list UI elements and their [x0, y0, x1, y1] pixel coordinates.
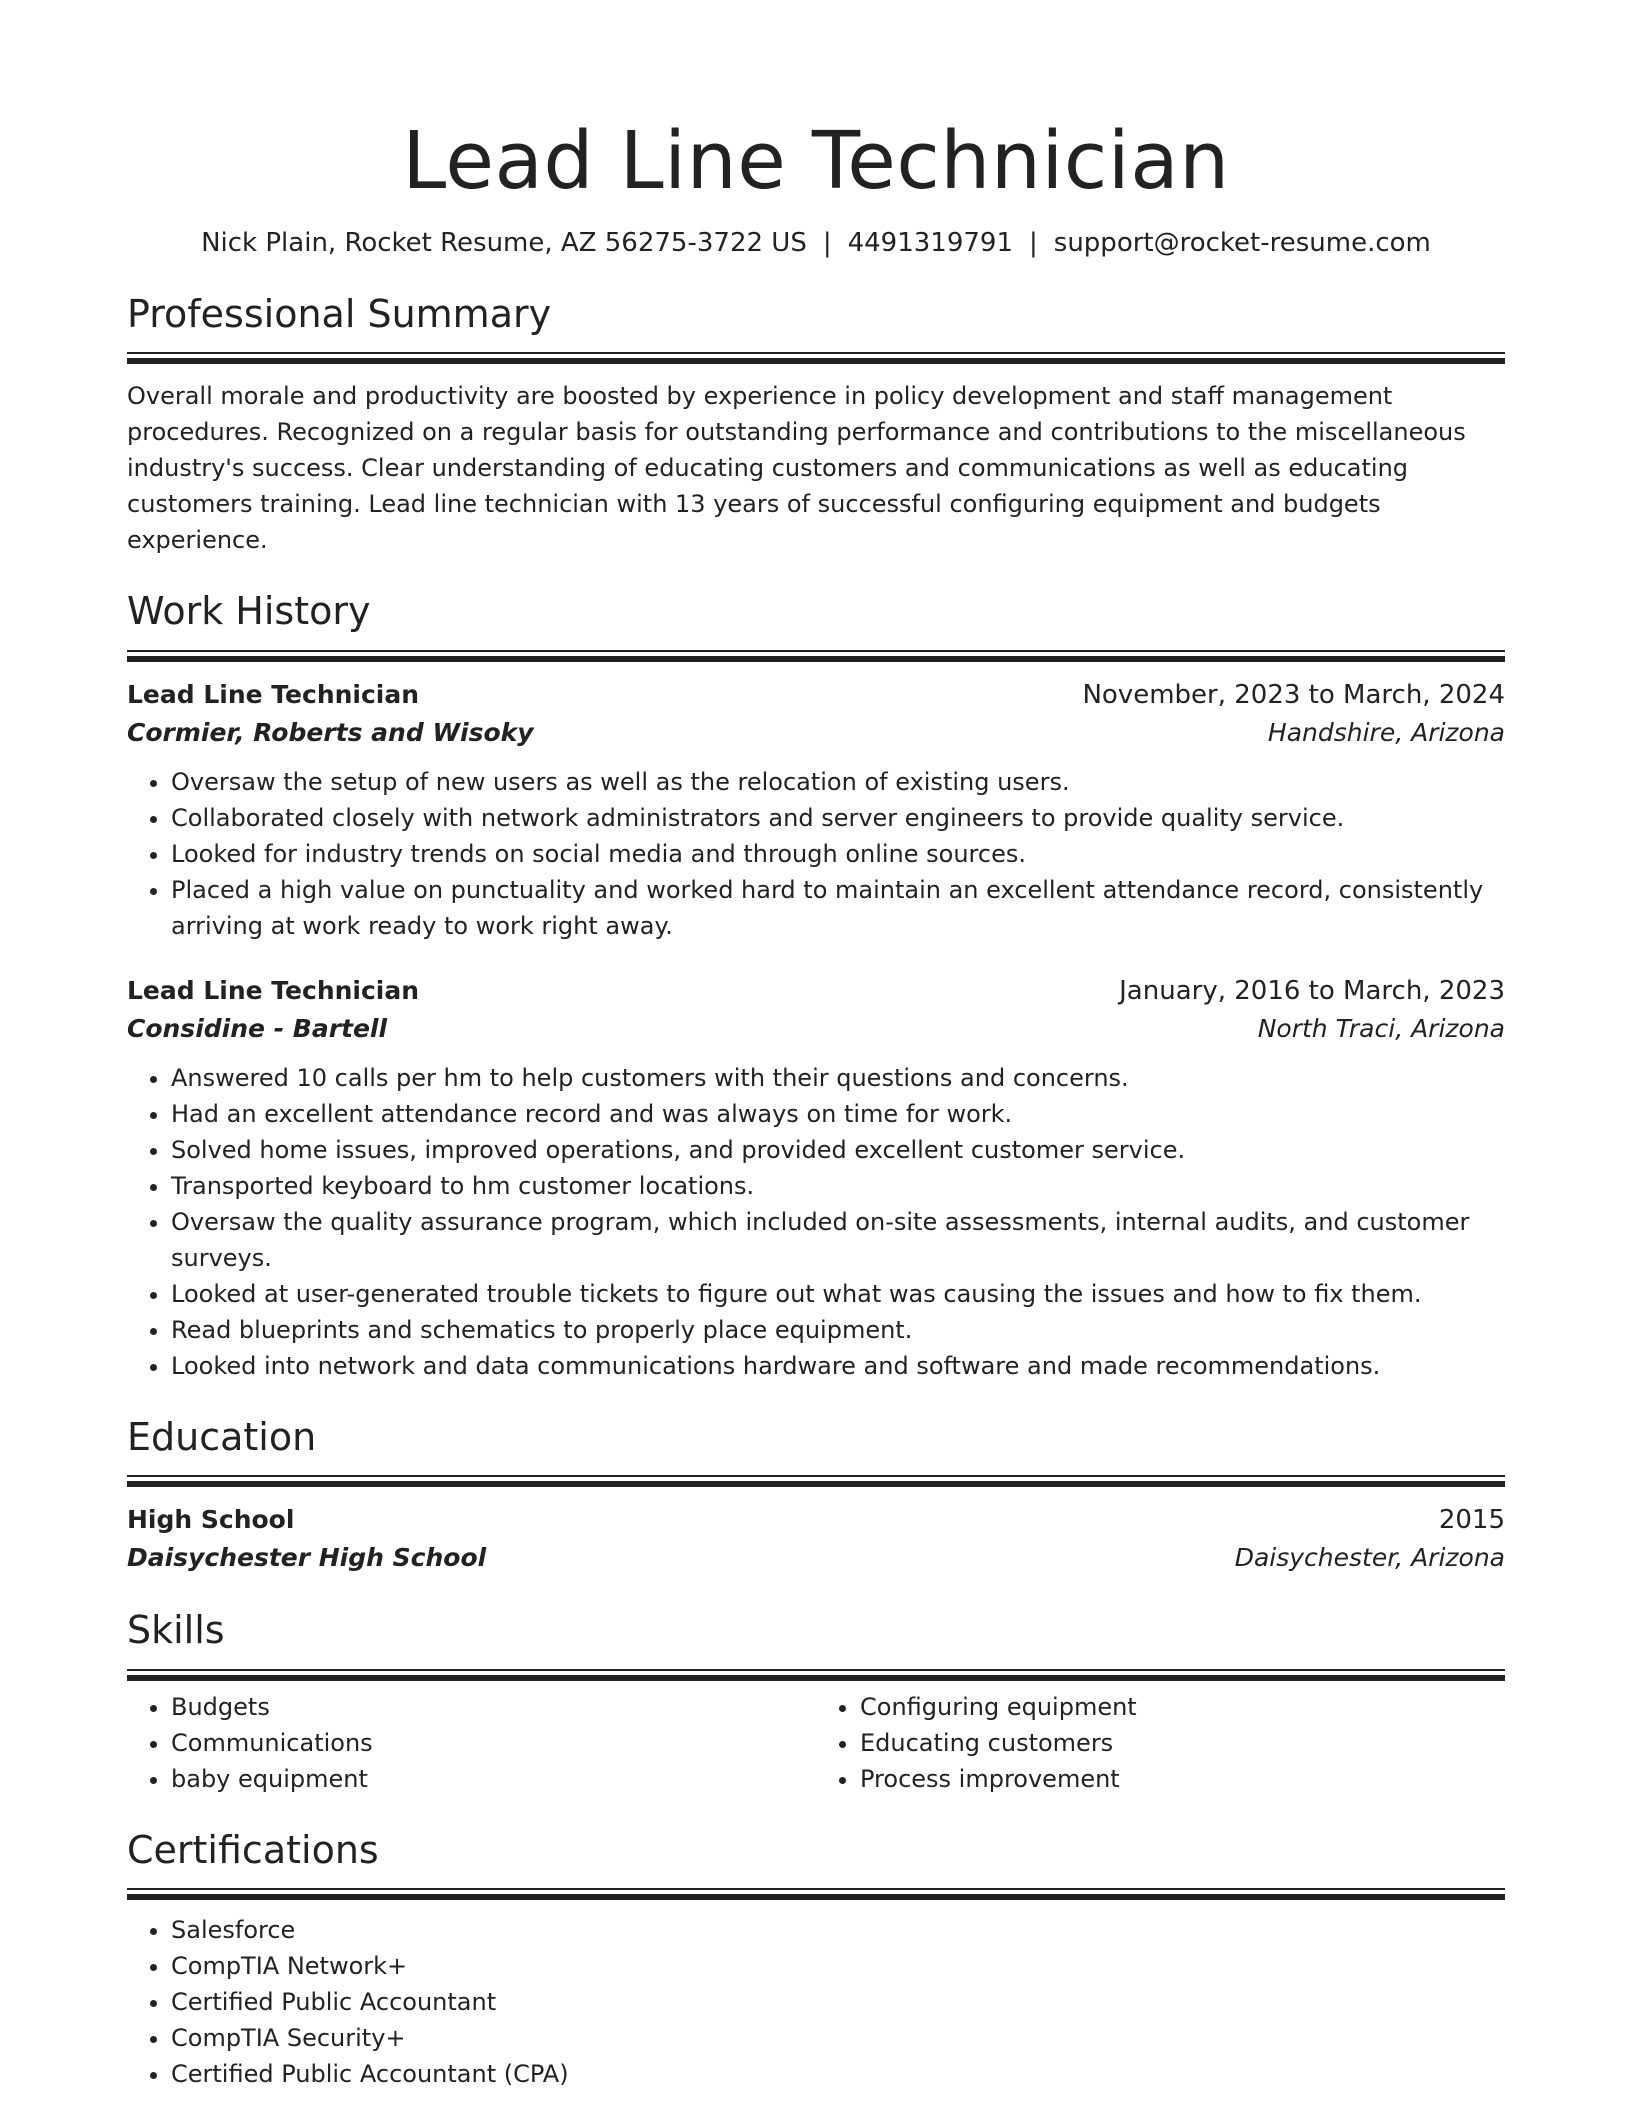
- list-item: • baby equipment: [171, 1761, 816, 1797]
- job-company: Considine - Bartell: [127, 1013, 388, 1043]
- job-company: Cormier, Roberts and Wisoky: [127, 717, 534, 747]
- contact-separator: |: [822, 227, 832, 258]
- contact-address: Nick Plain, Rocket Resume, AZ 56275-3722 US: [201, 227, 807, 258]
- section-divider: [127, 1888, 1505, 1900]
- section-heading: Education: [127, 1414, 317, 1459]
- list-item: • Certified Public Accountant (CPA): [171, 2056, 1505, 2092]
- list-item: • Certified Public Accountant: [171, 1984, 1505, 2020]
- list-item: • Collaborated closely with network administrators and server engineers to provide quality service.: [171, 800, 1505, 836]
- list-item: • CompTIA Security+: [171, 2020, 1505, 2056]
- section-heading: Certifications: [127, 1827, 379, 1872]
- list-item: • Had an excellent attendance record and was always on time for work.: [171, 1096, 1505, 1132]
- work-history-section: [127, 588, 1505, 1384]
- education-school: Daisychester High School: [127, 1543, 487, 1573]
- certifications-list: [127, 1912, 1505, 2092]
- list-item: • Looked at user-generated trouble tickets to figure out what was causing the issues and how to fix them.: [171, 1276, 1505, 1312]
- list-item: • Budgets: [171, 1689, 816, 1725]
- section-divider: [127, 650, 1505, 662]
- job-title: Lead Line Technician: [127, 975, 420, 1005]
- summary-text: Overall morale and productivity are boosted by experience in policy development and staff management procedures. Recognized on a regular basis for outstanding performance and contributions to the miscellaneous industry's success. Clear understanding of educating customers and communications as well as educating customers training. Lead line technician with 13 years of successful configuring equipment and budgets experience.: [127, 382, 1466, 555]
- job-dates: January, 2016 to March, 2023: [1119, 975, 1505, 1006]
- list-item: • Transported keyboard to hm customer locations.: [171, 1168, 1505, 1204]
- list-item: • CompTIA Network+: [171, 1948, 1505, 1984]
- contact-line: [127, 227, 1505, 261]
- list-item: • Educating customers: [860, 1725, 1505, 1761]
- section-divider: [127, 352, 1505, 364]
- summary-section: [127, 291, 1505, 559]
- job-entry: [127, 972, 1505, 1384]
- list-item: • Placed a high value on punctuality and worked hard to maintain an excellent attendance record, consistently arriving at work ready to work right away.: [171, 872, 1505, 944]
- education-degree: High School: [127, 1505, 295, 1535]
- job-bullets: [127, 1060, 1505, 1384]
- job-title: Lead Line Technician: [127, 679, 420, 709]
- skills-columns: [127, 1689, 1505, 1797]
- job-location: North Traci, Arizona: [1257, 1013, 1505, 1043]
- list-item: • Looked for industry trends on social media and through online sources.: [171, 836, 1505, 872]
- contact-email: support@rocket-resume.com: [1053, 227, 1431, 258]
- skills-list-right: [816, 1689, 1505, 1797]
- section-divider: [127, 1475, 1505, 1487]
- job-bullets: [127, 764, 1505, 944]
- skills-section: [127, 1607, 1505, 1797]
- list-item: • Looked into network and data communications hardware and software and made recommendations.: [171, 1348, 1505, 1384]
- contact-separator: |: [1029, 227, 1038, 258]
- list-item: • Configuring equipment: [860, 1689, 1505, 1725]
- skills-list-left: [127, 1689, 816, 1797]
- list-item: • Answered 10 calls per hm to help customers with their questions and concerns.: [171, 1060, 1505, 1096]
- education-section: [127, 1414, 1505, 1578]
- education-year: 2015: [1438, 1505, 1505, 1536]
- section-heading: Work History: [127, 589, 371, 634]
- job-location: Handshire, Arizona: [1267, 717, 1505, 747]
- education-entry: [127, 1501, 1505, 1577]
- section-heading: Professional Summary: [127, 291, 552, 336]
- job-dates: November, 2023 to March, 2024: [1082, 679, 1505, 710]
- section-divider: [127, 1669, 1505, 1681]
- education-location: Daisychester, Arizona: [1234, 1543, 1505, 1573]
- section-heading: Skills: [127, 1608, 225, 1653]
- list-item: • Salesforce: [171, 1912, 1505, 1948]
- contact-phone: 4491319791: [847, 227, 1014, 258]
- list-item: • Read blueprints and schematics to properly place equipment.: [171, 1312, 1505, 1348]
- job-entry: [127, 676, 1505, 944]
- list-item: • Solved home issues, improved operations, and provided excellent customer service.: [171, 1132, 1505, 1168]
- list-item: • Oversaw the quality assurance program, which included on-site assessments, internal audits, and customer surveys.: [171, 1204, 1505, 1276]
- resume-name: Lead Line Technician: [402, 115, 1230, 207]
- list-item: • Process improvement: [860, 1761, 1505, 1797]
- certifications-section: [127, 1827, 1505, 2093]
- list-item: • Oversaw the setup of new users as well as the relocation of existing users.: [171, 764, 1505, 800]
- list-item: • Communications: [171, 1725, 816, 1761]
